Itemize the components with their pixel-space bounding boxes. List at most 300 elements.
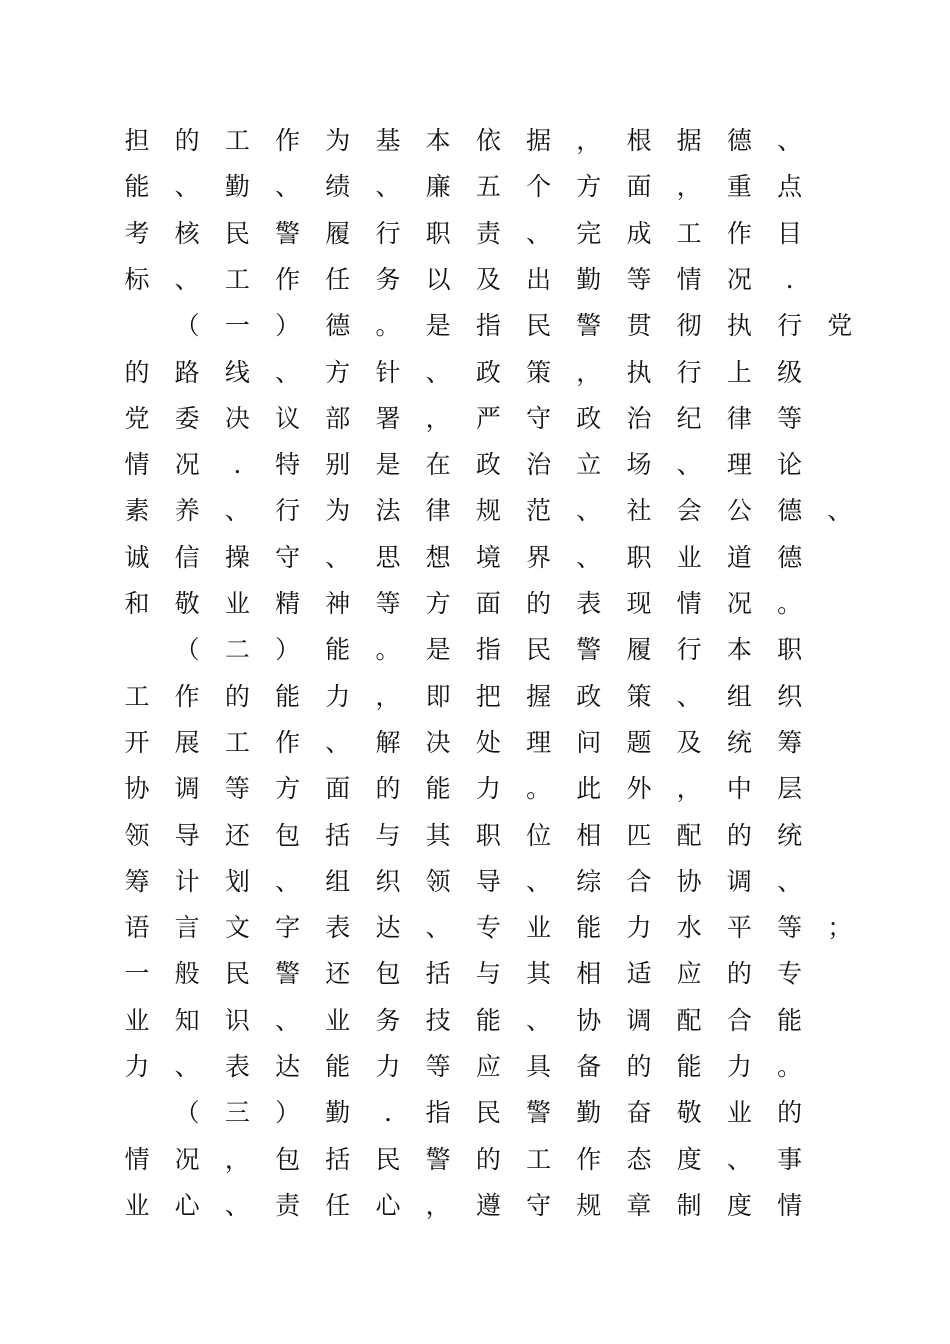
text-glyph: 工: [224, 126, 250, 155]
text-glyph: 民: [475, 1098, 501, 1128]
text-glyph: 是: [375, 450, 401, 480]
text-glyph: ，: [425, 403, 451, 433]
text-glyph: 业: [726, 1098, 752, 1128]
text-glyph: 能: [676, 1052, 702, 1081]
text-glyph: 、: [777, 126, 803, 155]
text-glyph: 情: [676, 589, 702, 618]
text-glyph: 统: [726, 727, 752, 757]
text-glyph: 会: [676, 496, 702, 526]
text-glyph: 专: [777, 959, 803, 989]
text-glyph: 守: [526, 403, 552, 433]
text-glyph: 划: [224, 866, 250, 896]
text-glyph: 据: [676, 126, 702, 155]
text-glyph: 、: [576, 496, 602, 526]
text-glyph: 技: [425, 1005, 451, 1035]
text-glyph: 民: [375, 1144, 401, 1174]
text-glyph: 基: [375, 126, 401, 155]
text-glyph: 线: [224, 357, 250, 387]
text-glyph: 匹: [626, 820, 652, 850]
text-glyph: 作: [275, 264, 301, 294]
text-glyph: 勤: [576, 264, 602, 294]
text-glyph: 责: [475, 218, 501, 248]
text-glyph: 领: [124, 820, 150, 850]
text-glyph: 括: [325, 1144, 351, 1174]
text-glyph: 、: [425, 913, 451, 943]
text-glyph: 级: [777, 357, 803, 387]
text-glyph: 导: [475, 866, 501, 896]
text-glyph: 事: [777, 1144, 803, 1174]
text-glyph: 五: [475, 172, 501, 202]
text-glyph: 文: [224, 913, 250, 943]
text-glyph: 此: [576, 774, 602, 804]
text-glyph: 、: [275, 866, 301, 896]
text-glyph: 任: [325, 1190, 351, 1220]
text-glyph: 展: [174, 727, 200, 757]
text-glyph: 想: [425, 542, 451, 572]
text-glyph: 律: [726, 403, 752, 433]
text-glyph: ，: [375, 681, 401, 711]
text-glyph: 相: [576, 820, 602, 850]
text-glyph: 据: [526, 126, 552, 155]
text-glyph: 是: [425, 635, 451, 665]
text-glyph: 水: [676, 913, 702, 943]
text-glyph: 核: [174, 218, 200, 248]
text-glyph: 法: [375, 496, 401, 526]
text-glyph: 勤: [224, 172, 250, 202]
text-glyph: 度: [676, 1144, 702, 1174]
text-glyph: 目: [777, 218, 803, 248]
text-glyph: 识: [224, 1005, 250, 1035]
text-glyph: 解: [375, 727, 401, 757]
text-glyph: 上: [726, 357, 752, 387]
text-glyph: 策: [626, 681, 652, 711]
text-glyph: 执: [726, 311, 752, 341]
text-glyph: 业: [526, 913, 552, 943]
text-glyph: 题: [626, 727, 652, 757]
text-glyph: .: [233, 450, 242, 480]
text-glyph: 处: [475, 727, 501, 757]
text-glyph: 层: [777, 774, 803, 804]
text-glyph: 点: [777, 172, 803, 202]
text-glyph: 外: [626, 774, 652, 804]
text-glyph: 心: [375, 1190, 401, 1220]
text-glyph: 本: [726, 635, 752, 665]
text-glyph: 等: [626, 264, 652, 294]
text-glyph: 调: [626, 1005, 652, 1035]
text-glyph: 合: [626, 866, 652, 896]
text-glyph: 纪: [676, 403, 702, 433]
text-glyph: 况: [726, 264, 752, 294]
text-glyph: 开: [124, 727, 150, 757]
text-glyph: 、: [275, 1005, 301, 1035]
text-glyph: 方: [576, 172, 602, 202]
text-glyph: ，: [576, 357, 602, 387]
text-glyph: 、: [827, 496, 853, 526]
text-glyph: 治: [526, 450, 552, 480]
text-glyph: 。: [375, 311, 401, 341]
text-glyph: 备: [576, 1052, 602, 1081]
text-glyph: 等: [777, 913, 803, 943]
text-glyph: 、: [174, 264, 200, 294]
text-glyph: 议: [275, 403, 301, 433]
text-glyph: 工: [224, 727, 250, 757]
text-glyph: 律: [425, 496, 451, 526]
text-glyph: 况: [174, 1144, 200, 1174]
text-glyph: 贯: [626, 311, 652, 341]
text-glyph: 务: [375, 1005, 401, 1035]
text-glyph: 思: [375, 542, 401, 572]
text-glyph: 重: [726, 172, 752, 202]
text-glyph: 勤: [325, 1098, 351, 1128]
text-glyph: 力: [325, 681, 351, 711]
text-glyph: 署: [375, 403, 401, 433]
text-glyph: 一: [124, 959, 150, 989]
text-glyph: 情: [124, 450, 150, 480]
text-glyph: 还: [224, 820, 250, 850]
text-glyph: 作: [275, 126, 301, 155]
text-glyph: 其: [425, 820, 451, 850]
text-glyph: 操: [224, 542, 250, 572]
text-glyph: 配: [676, 820, 702, 850]
text-glyph: 领: [425, 866, 451, 896]
text-glyph: 根: [626, 126, 652, 155]
text-glyph: 特: [275, 450, 301, 480]
text-glyph: 任: [325, 264, 351, 294]
text-glyph: 括: [425, 959, 451, 989]
text-glyph: ，: [676, 774, 702, 804]
text-glyph: 成: [626, 218, 652, 248]
text-glyph: 决: [425, 727, 451, 757]
text-glyph: 适: [626, 959, 652, 989]
text-glyph: 职: [425, 218, 451, 248]
text-glyph: 精: [275, 589, 301, 618]
text-glyph: 部: [325, 403, 351, 433]
text-glyph: 业: [676, 542, 702, 572]
text-glyph: 个: [526, 172, 552, 202]
text-glyph: 政: [576, 403, 602, 433]
text-glyph: 况: [726, 589, 752, 618]
text-glyph: 的: [777, 1098, 803, 1128]
text-glyph: 标: [124, 264, 150, 294]
text-glyph: 警: [576, 635, 602, 665]
text-glyph: 能: [475, 1005, 501, 1035]
text-glyph: 语: [124, 913, 150, 943]
text-glyph: 力: [375, 1052, 401, 1081]
text-glyph: 及: [475, 264, 501, 294]
text-glyph: 情: [777, 1190, 803, 1220]
text-glyph: 能: [325, 1052, 351, 1081]
text-glyph: 路: [174, 357, 200, 387]
text-glyph: 守: [275, 542, 301, 572]
text-glyph: 德: [777, 496, 803, 526]
text-glyph: 立: [576, 450, 602, 480]
text-glyph: 考: [124, 218, 150, 248]
text-glyph: 工: [526, 1144, 552, 1174]
text-glyph: 方: [425, 589, 451, 618]
text-glyph: 遵: [475, 1190, 501, 1220]
text-glyph: 的: [726, 959, 752, 989]
text-glyph: 警: [275, 959, 301, 989]
text-glyph: 制: [676, 1190, 702, 1220]
text-glyph: ，: [425, 1190, 451, 1220]
text-glyph: 、: [325, 542, 351, 572]
text-glyph: 与: [375, 820, 401, 850]
text-glyph: 业: [224, 589, 250, 618]
text-glyph: 警: [275, 218, 301, 248]
text-glyph: 素: [124, 496, 150, 526]
text-glyph: 能: [425, 774, 451, 804]
text-glyph: 能: [325, 635, 351, 665]
text-glyph: 民: [224, 959, 250, 989]
text-glyph: 民: [526, 635, 552, 665]
text-glyph: 心: [174, 1190, 200, 1220]
text-glyph: 指: [475, 311, 501, 341]
text-glyph: .: [384, 1098, 392, 1128]
text-glyph: 平: [726, 913, 752, 943]
text-glyph: 场: [626, 450, 652, 480]
text-glyph: 养: [174, 496, 200, 526]
text-glyph: 绩: [325, 172, 351, 202]
text-glyph: 相: [576, 959, 602, 989]
text-glyph: 作: [275, 727, 301, 757]
text-glyph: 敬: [676, 1098, 702, 1128]
text-glyph: 决: [224, 403, 250, 433]
text-glyph: 统: [777, 820, 803, 850]
text-glyph: 章: [626, 1190, 652, 1220]
text-glyph: 在: [425, 450, 451, 480]
text-glyph: 彻: [676, 311, 702, 341]
text-glyph: 作: [576, 1144, 602, 1174]
text-glyph: 合: [726, 1005, 752, 1035]
text-glyph: 。: [375, 635, 401, 665]
text-glyph: 。: [777, 1052, 803, 1081]
text-glyph: 政: [475, 357, 501, 387]
text-glyph: 包: [375, 959, 401, 989]
text-glyph: 警: [425, 1144, 451, 1174]
text-glyph: 方: [325, 357, 351, 387]
text-glyph: 职: [475, 820, 501, 850]
text-glyph: 行: [676, 357, 702, 387]
text-glyph: 严: [475, 403, 501, 433]
text-glyph: 政: [576, 681, 602, 711]
text-glyph: 组: [325, 866, 351, 896]
text-glyph: 专: [475, 913, 501, 943]
text-glyph: 别: [325, 450, 351, 480]
text-glyph: 。: [526, 774, 552, 804]
text-glyph: 和: [124, 589, 150, 618]
text-glyph: 字: [275, 913, 301, 943]
text-glyph: 指: [425, 1098, 451, 1128]
text-glyph: 筹: [777, 727, 803, 757]
text-glyph: 的: [174, 126, 200, 155]
text-glyph: ）: [275, 635, 301, 665]
text-glyph: 理: [526, 727, 552, 757]
text-glyph: 等: [375, 589, 401, 618]
text-glyph: 规: [576, 1190, 602, 1220]
text-glyph: 力: [475, 774, 501, 804]
text-glyph: 、: [726, 1144, 752, 1174]
text-glyph: 的: [124, 357, 150, 387]
text-glyph: 完: [576, 218, 602, 248]
text-glyph: 守: [526, 1190, 552, 1220]
text-glyph: 、: [526, 866, 552, 896]
text-glyph: 等: [224, 774, 250, 804]
text-glyph: 还: [325, 959, 351, 989]
text-glyph: 、: [325, 727, 351, 757]
text-glyph: 敬: [174, 589, 200, 618]
text-glyph: 协: [124, 774, 150, 804]
text-glyph: 界: [526, 542, 552, 572]
text-glyph: 警: [576, 311, 602, 341]
text-glyph: 情: [124, 1144, 150, 1174]
text-glyph: 况: [174, 450, 200, 480]
text-glyph: 、: [526, 1005, 552, 1035]
text-glyph: 德: [777, 542, 803, 572]
text-glyph: 能: [124, 172, 150, 202]
text-glyph: 表: [325, 913, 351, 943]
text-glyph: .: [785, 264, 794, 294]
text-glyph: 、: [224, 496, 250, 526]
text-glyph: ，: [224, 1144, 250, 1174]
text-glyph: 应: [475, 1052, 501, 1081]
text-glyph: 行: [275, 496, 301, 526]
text-glyph: 境: [475, 542, 501, 572]
text-glyph: ；: [827, 913, 853, 943]
text-glyph: 针: [375, 357, 401, 387]
text-glyph: 度: [726, 1190, 752, 1220]
text-glyph: 的: [726, 820, 752, 850]
text-glyph: 理: [726, 450, 752, 480]
text-glyph: 警: [526, 1098, 552, 1128]
text-glyph: 行: [676, 635, 702, 665]
text-glyph: （: [174, 311, 200, 341]
text-glyph: 出: [526, 264, 552, 294]
text-glyph: （: [174, 635, 200, 665]
text-glyph: 综: [576, 866, 602, 896]
text-glyph: 应: [676, 959, 702, 989]
text-glyph: 知: [174, 1005, 200, 1035]
text-glyph: 括: [325, 820, 351, 850]
text-glyph: 能: [275, 681, 301, 711]
text-glyph: 的: [224, 681, 250, 711]
text-glyph: 民: [224, 218, 250, 248]
text-glyph: 治: [626, 403, 652, 433]
text-glyph: （: [174, 1098, 200, 1128]
text-glyph: 二: [224, 635, 250, 665]
text-glyph: 业: [124, 1190, 150, 1220]
text-glyph: 能: [777, 1005, 803, 1035]
text-glyph: 行: [777, 311, 803, 341]
text-glyph: 、: [526, 218, 552, 248]
text-glyph: 、: [275, 357, 301, 387]
text-glyph: 、: [576, 542, 602, 572]
text-glyph: 面: [475, 589, 501, 618]
text-glyph: 策: [526, 357, 552, 387]
text-glyph: 社: [626, 496, 652, 526]
text-glyph: 能: [576, 913, 602, 943]
text-glyph: 职: [626, 542, 652, 572]
text-glyph: 论: [777, 450, 803, 480]
text-glyph: 与: [475, 959, 501, 989]
text-glyph: 包: [275, 1144, 301, 1174]
text-glyph: 的: [375, 774, 401, 804]
text-glyph: 执: [626, 357, 652, 387]
text-glyph: 的: [526, 589, 552, 618]
text-glyph: 计: [174, 866, 200, 896]
text-glyph: 、: [676, 681, 702, 711]
text-glyph: 力: [124, 1052, 150, 1081]
text-glyph: 担: [124, 126, 150, 155]
text-glyph: 具: [526, 1052, 552, 1081]
text-glyph: 职: [777, 635, 803, 665]
text-glyph: 达: [275, 1052, 301, 1081]
text-glyph: 德: [325, 311, 351, 341]
text-glyph: 般: [174, 959, 200, 989]
text-glyph: 行: [375, 218, 401, 248]
text-glyph: 责: [275, 1190, 301, 1220]
text-glyph: 协: [576, 1005, 602, 1035]
text-glyph: 表: [224, 1052, 250, 1081]
text-glyph: 、: [224, 1190, 250, 1220]
text-glyph: 表: [576, 589, 602, 618]
text-glyph: 方: [275, 774, 301, 804]
text-glyph: 党: [827, 311, 853, 341]
text-glyph: 织: [777, 681, 803, 711]
text-glyph: 力: [626, 913, 652, 943]
text-glyph: 履: [626, 635, 652, 665]
text-glyph: ，: [676, 172, 702, 202]
text-glyph: 廉: [425, 172, 451, 202]
text-glyph: 业: [124, 1005, 150, 1035]
text-glyph: 工: [676, 218, 702, 248]
text-glyph: 德: [726, 126, 752, 155]
text-glyph: 业: [325, 1005, 351, 1035]
text-glyph: 工: [224, 264, 250, 294]
text-glyph: 诚: [124, 542, 150, 572]
text-glyph: 把: [475, 681, 501, 711]
text-glyph: 位: [526, 820, 552, 850]
text-glyph: 等: [777, 403, 803, 433]
text-glyph: 即: [425, 681, 451, 711]
text-glyph: 务: [375, 264, 401, 294]
text-glyph: 筹: [124, 866, 150, 896]
text-glyph: 是: [425, 311, 451, 341]
text-glyph: 配: [676, 1005, 702, 1035]
text-glyph: 的: [626, 1052, 652, 1081]
text-glyph: 面: [626, 172, 652, 202]
text-glyph: 导: [174, 820, 200, 850]
text-glyph: ）: [275, 311, 301, 341]
text-glyph: 中: [726, 774, 752, 804]
text-glyph: 以: [425, 264, 451, 294]
text-glyph: 达: [375, 913, 401, 943]
text-glyph: 包: [275, 820, 301, 850]
text-glyph: 民: [526, 311, 552, 341]
text-glyph: 及: [676, 727, 702, 757]
text-glyph: 情: [676, 264, 702, 294]
text-glyph: 、: [777, 866, 803, 896]
text-glyph: 、: [275, 172, 301, 202]
text-glyph: 、: [425, 357, 451, 387]
text-glyph: 调: [174, 774, 200, 804]
text-glyph: 勤: [576, 1098, 602, 1128]
text-glyph: 为: [325, 496, 351, 526]
text-glyph: 本: [425, 126, 451, 155]
text-glyph: 织: [375, 866, 401, 896]
text-glyph: 神: [325, 589, 351, 618]
text-glyph: 依: [475, 126, 501, 155]
text-glyph: 、: [676, 450, 702, 480]
